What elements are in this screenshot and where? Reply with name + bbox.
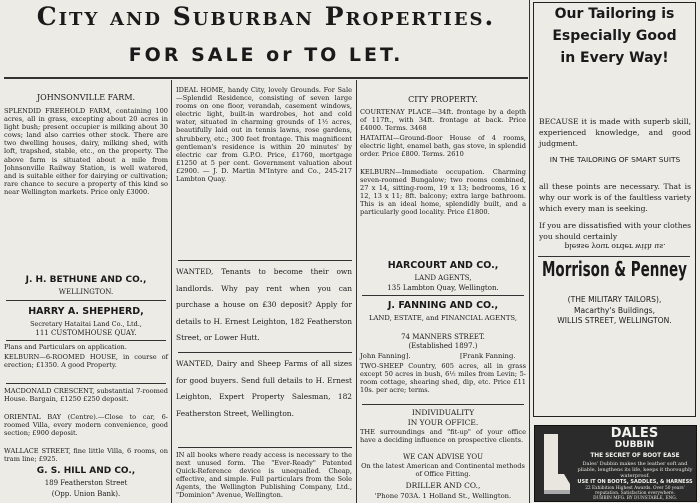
wallace-street: WALLACE STREET, fine little Villa, 6 rooms, on tram line; £925. (4, 447, 168, 464)
fanning-role: LAND, ESTATE, and FINANCIAL AGENTS, (369, 314, 517, 322)
dales-ad (534, 425, 697, 502)
dales-title: DALES (610, 426, 659, 441)
macdonald-crescent: MACDONALD CRESCENT, substantial 7-roomed House. Bargain, £1250 £250 deposit. (4, 387, 168, 404)
hataitai-house: HATAITAI—Ground-floor House of 4 rooms, electric light, enamel bath, gas stove, in splendid order. Price £800. Terms. 2610 (360, 134, 526, 159)
divider (6, 300, 166, 301)
header-rule (4, 77, 528, 79)
col-divider-1 (171, 80, 172, 503)
harcourt-address: 135 Lambton Quay, Wellington. (387, 284, 499, 292)
morrison-penney-sub: (THE MILITARY TAILORS), (567, 295, 662, 304)
fanning-established: (Established 1897.) (408, 342, 478, 350)
divider (6, 340, 166, 341)
divider (178, 260, 352, 261)
tailoring-text-1: BECAUSE it is made with superb skill, experienced knowledge, and good judgment. (539, 117, 691, 148)
page-title: City and Suburban Properties. (36, 2, 496, 31)
individuality-subheading: IN YOUR OFFICE. (407, 418, 479, 427)
fanning-partner-right: [Frank Fanning. (460, 352, 516, 360)
dales-fine-print: 22 Exhibition Highest Awards. Over 50 years' reputation. Satisfaction everywhere. (585, 486, 685, 496)
fanning-partner-left: John Fanning]. (360, 352, 411, 360)
individuality-text: THE surroundings and "fit-up" of your office have a deciding influence on prospective clients. (360, 428, 526, 445)
ever-ready-ad: IN all books where ready access is necessary to the next unused form. The "Ever-Ready" Patented Quick-Reference device is unequalled. Cheap, effective, and simple. Full particulars from the Sole Agents, the Wellington Publishing Company, Ltd., "Dominion" Avenue, Wellington. (176, 451, 352, 500)
shepherd-name: HARRY A. SHEPHERD, (28, 306, 144, 317)
boot-illustration (538, 430, 572, 498)
divider (362, 295, 524, 296)
wanted-dairy-ad: WANTED, Dairy and Sheep Farms of all sizes for good buyers. Send full details to H. Ernest Leighton, Expert Property Salesman, 182 Featherston Street, Wellington. (176, 359, 352, 418)
city-property-heading: CITY PROPERTY. (408, 95, 478, 104)
dales-text: Dales' Dubbin makes the leather soft and pliable, lengthens its life, keeps it thoroughly waterproof. (577, 461, 693, 479)
harcourt-role: LAND AGENTS, (414, 274, 472, 282)
two-sheep-country: TWO-SHEEP Country, 605 acres, all in grass except 50 acres in bush, 6½ miles from Levin; 5-room cottage, shearing shed, dip, etc. Price £11 10s. per acre; terms. (360, 362, 526, 395)
tailoring-heading-1: Our Tailoring is (554, 6, 675, 22)
tailoring-text-3: all these points are necessary. That is why our work is of the faultless variety which every man is seeking. (539, 182, 691, 213)
driller-name: DRILLER AND CO., (405, 481, 481, 490)
tailoring-text-2: IN THE TAILORING OF SMART SUITS (549, 155, 681, 164)
morrison-penney-address: WILLIS STREET, WELLINGTON. (557, 316, 672, 325)
dales-manufacturer: DUBBIN MFG. BY DUNSTABLE, ENG. (593, 496, 677, 501)
page-subtitle: FOR SALE or TO LET. (128, 44, 404, 66)
col-divider-2 (356, 80, 357, 503)
shepherd-plans: Plans and Particulars on application. (4, 343, 127, 351)
harcourt-name: HARCOURT AND CO., (387, 260, 499, 271)
hill-address-2: (Opp. Union Bank). (51, 490, 121, 498)
divider (178, 447, 352, 448)
col-divider-3 (529, 0, 530, 503)
individuality-heading: INDIVIDUALITY (411, 408, 475, 417)
dales-secret: THE SECRET OF BOOT EASE (590, 453, 680, 459)
bethune-name: J. H. BETHUNE AND CO., (25, 275, 147, 285)
fanning-name: J. FANNING AND CO., (387, 300, 499, 311)
divider (362, 404, 524, 405)
kelburn-bungalow: KELBURN—Immediate occupation. Charming seven-roomed Bungalow; two rooms combined, 27 x 14, sitting-room, 19 x 13; bedrooms, 16 x 12, 13 x 11; 8ft. balcony; extra large bathroom. This is an ideal home, splendidly built, and a particularly good locality. Price £1800. (360, 168, 526, 217)
fanning-address: 74 MANNERS STREET. (401, 333, 485, 341)
morrison-penney-sub-2: Macarthy's Buildings, (573, 306, 656, 315)
shepherd-role: Secretary Hataitai Land Co., Ltd., (30, 320, 142, 328)
dales-use: USE IT ON BOOTS, SADDLES, & HARNESS (577, 479, 693, 485)
kelburn-house: KELBURN—6-ROOMED HOUSE, in course of erection; £1350. A good Property. (4, 353, 168, 370)
hill-address-1: 189 Featherston Street (44, 479, 128, 487)
farm-text: SPLENDID FREEHOLD FARM, containing 100 acres, all in grass, excepting about 20 acres in light bush; present occupier is milking about 30 cows; land also carries other stock. There are two dwelling houses, dairy, milking shed, with loft, trapshed, stable, etc., on the property. The above farm is situated about a mile from Johnsonville Railway Station, is well watered, and is suitable either for dairying or cultivation; rare chance to secure a property of this kind so near Wellington markets. Price only £3000. (4, 107, 168, 196)
driller-address: 'Phone 703A. 1 Holland St., Wellington. (374, 492, 512, 500)
individuality-text-2: On the latest American and Continental methods of Office Fitting. (361, 462, 525, 479)
bethune-address: WELLINGTON. (58, 288, 114, 296)
shepherd-address: 111 CUSTOMHOUSE QUAY. (35, 329, 137, 337)
tailoring-text-5: please your order with us. (564, 242, 666, 251)
tailoring-text-4: If you are dissatisfied with your clothes you should certainly (539, 221, 691, 241)
morrison-penney-name: Morrison & Penney (542, 258, 687, 282)
tailoring-heading-3: in Every Way! (560, 50, 669, 66)
wanted-tenants-ad: WANTED, Tenants to become their own landlords. Why pay rent when you can purchase a house on £30 deposit? Apply for details to H. Ernest Leighton, 182 Featherston Street, or Lower Hutt. (176, 267, 352, 343)
ideal-home-ad: IDEAL HOME, handy City, lovely Grounds. For Sale—Splendid Residence, consisting of seven large rooms on one floor, verandah, casement windows, electric light, built-in wardrobes, hot and cold water, situated in charming grounds of 1½ acres, beautifully laid out in tennis lawns, rose gardens, shrubbery, etc.; 300 feet frontage. This magnificent gentleman's residence is within 20 minutes' by electric car from G.P.O. Price, £1760, mortgage £1250 at 5 per cent. Government valuation about £2900. — J. D. Martin M'Intyre and Co., 245-217 Lambton Quay. (176, 86, 352, 184)
divider (178, 352, 352, 353)
divider (538, 256, 690, 257)
individuality-advise: WE CAN ADVISE YOU (402, 453, 484, 461)
farm-heading: JOHNSONVILLE FARM. (36, 93, 136, 102)
hill-name: G. S. HILL AND CO., (36, 466, 136, 476)
courtenay-place: COURTENAY PLACE—34ft. frontage by a depth of 117ft., with 34ft. frontage at back. Price £4000. Terms. 3468 (360, 108, 526, 133)
divider (6, 383, 166, 384)
dales-subtitle: DUBBIN (614, 440, 655, 450)
tailoring-heading-2: Especially Good (552, 28, 677, 44)
oriental-bay: ORIENTAL BAY (Centre).—Close to car, 6-roomed Villa, every modern convenience, good section; £900 deposit. (4, 413, 168, 438)
